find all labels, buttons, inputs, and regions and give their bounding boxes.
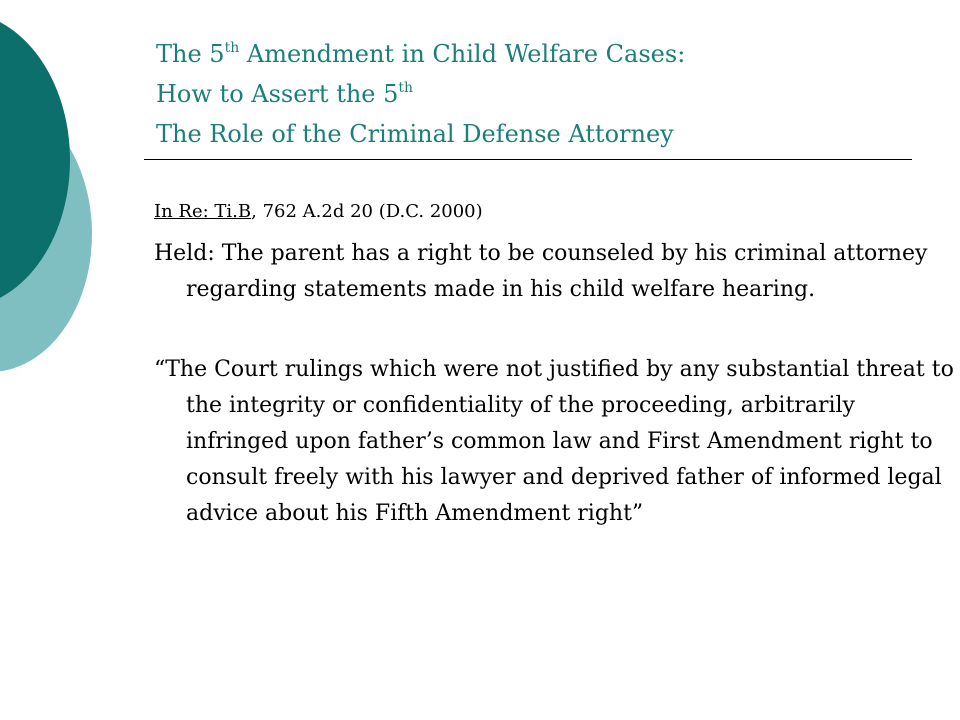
slide-title — [156, 34, 936, 154]
quote-paragraph: “The Court rulings which were not justified by any substantial threat to the integrity or confidentiality of the proceeding, arbitrarily infringed upon father’s common law and First Amendment right to consult freely with his lawyer and deprived father of informed legal advice about his Fifth Amendment right” — [154, 357, 954, 526]
held-paragraph: Held: The parent has a right to be counseled by his criminal attorney regarding statements made in his child welfare hearing. — [154, 241, 928, 302]
title-divider — [144, 159, 912, 160]
case-name: In Re: Ti.B — [154, 201, 252, 222]
title-line-1: The 5th Amendment in Child Welfare Cases: — [156, 40, 686, 68]
title-line-2: How to Assert the 5th — [156, 80, 414, 108]
case-reference: , 762 A.2d 20 (D.C. 2000) — [251, 201, 483, 222]
title-line-3: The Role of the Criminal Defense Attorney — [156, 120, 674, 148]
case-citation — [154, 198, 483, 226]
